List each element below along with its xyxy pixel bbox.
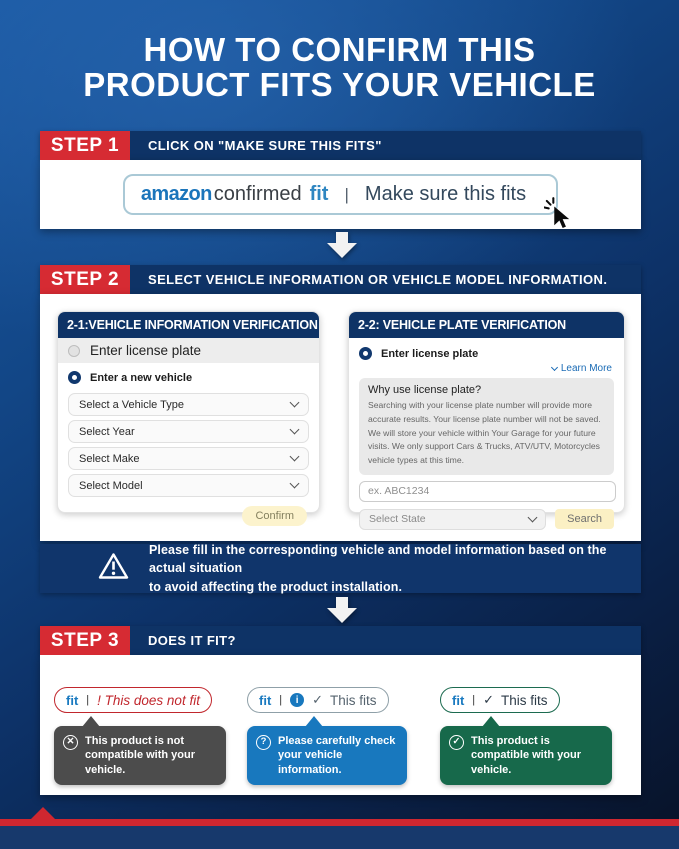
step2-badge: STEP 2 [40,265,130,294]
separator: | [86,694,90,706]
warning-line-2: to avoid affecting the product installation. [149,579,403,594]
outcome-compatible [440,687,627,795]
footer-band [0,826,679,849]
fit-logo: fit [66,692,79,708]
check-icon: ✓ [483,692,495,707]
info-box-body: Searching with your license plate number will provide more accurate results. Your license plate number will not be saved. We will store your vehicle within Your Garage for your future visits. We only support Cars & Trucks, ATV/UTV, Motorcycles vehicle types at this time. [368,400,601,465]
this-fits-status: This fits [501,692,548,708]
this-fits-pill [440,687,560,713]
step2-header-bar [40,265,641,294]
question-circle-icon: ? [256,735,271,750]
license-plate-option-row[interactable] [349,338,624,361]
this-fits-status: This fits [330,692,377,708]
make-sure-this-fits-link[interactable]: Make sure this fits [364,183,527,205]
fit-logo: fit [309,183,329,205]
step2-section [40,265,641,541]
check-circle-icon: ✓ [449,735,464,750]
warning-line-1: Please fill in the corresponding vehicle and model information based on the actual situation [149,543,607,576]
x-circle-icon: ✕ [63,735,78,750]
outcome-does-not-fit [54,687,241,795]
check-info-bubble-text: Please carefully check your vehicle information. [278,735,396,776]
step3-header-bar [40,626,641,655]
make-select[interactable] [68,447,309,470]
separator: | [344,185,349,204]
info-box-title: Why use license plate? [368,384,482,396]
new-vehicle-option-label: Enter a new vehicle [90,371,193,384]
step3-section [40,626,641,795]
chevron-down-icon [290,398,300,408]
step1-section [40,131,641,229]
compatible-bubble-text: This product is compatible with your vehicle. [471,735,582,776]
check-info-pill [247,687,389,713]
warning-text [149,541,641,595]
radio-selected-icon[interactable] [359,347,372,360]
fit-logo: fit [259,692,272,708]
outcome-check-info [247,687,434,795]
amazon-logo: amazon [140,183,212,205]
license-plate-option-label: Enter license plate [90,343,202,358]
search-button[interactable]: Search [555,509,614,529]
vehicle-plate-card [348,311,625,526]
down-arrow-icon [327,597,357,623]
license-plate-info-box [359,378,614,475]
learn-more-label: Learn More [560,363,612,374]
chevron-down-icon [290,479,300,489]
model-select-label: Select Model [79,479,143,492]
license-plate-option-row[interactable] [58,338,319,363]
step2-panel [40,294,641,541]
step1-panel [40,160,641,229]
cursor-pointer-icon [544,197,572,237]
year-select-label: Select Year [79,425,135,438]
check-info-bubble [247,726,407,785]
model-select[interactable] [68,474,309,497]
does-not-fit-bubble-text: This product is not compatible with your vehicle. [85,735,196,776]
does-not-fit-bubble [54,726,226,785]
vehicle-type-select[interactable] [68,393,309,416]
chevron-down-icon [551,364,558,371]
step1-header-bar [40,131,641,160]
does-not-fit-pill [54,687,212,713]
title-line-2: PRODUCT FITS YOUR VEHICLE [83,66,596,103]
vehicle-information-card-header: 2-1:VEHICLE INFORMATION VERIFICATION [58,312,319,338]
separator: | [472,694,476,706]
title-line-1: HOW TO CONFIRM THIS [143,31,536,68]
chevron-down-icon [528,512,538,522]
step1-badge: STEP 1 [40,131,130,160]
check-icon: ✓ [312,692,324,707]
radio-unselected-icon[interactable] [68,345,80,357]
confirm-button[interactable]: Confirm [242,506,307,526]
warning-strip [40,544,641,593]
radio-selected-icon[interactable] [68,371,81,384]
license-plate-option-label: Enter license plate [381,347,479,360]
page-title [0,32,679,102]
make-select-label: Select Make [79,452,140,465]
year-select[interactable] [68,420,309,443]
license-plate-input[interactable] [359,481,616,502]
step3-badge: STEP 3 [40,626,130,655]
separator: | [279,694,283,706]
make-sure-this-fits-widget[interactable] [123,174,558,215]
does-not-fit-status: ! This does not fit [97,692,200,708]
chevron-down-icon [290,425,300,435]
vehicle-type-select-label: Select a Vehicle Type [79,398,184,411]
warning-triangle-icon [98,552,129,585]
compatible-bubble [440,726,612,785]
chevron-down-icon [290,452,300,462]
vehicle-plate-card-header: 2-2: VEHICLE PLATE VERIFICATION [349,312,624,338]
state-select-label: Select State [369,513,426,526]
red-stripe-decoration [0,819,679,826]
info-circle-icon: i [290,693,304,707]
step1-label: CLICK ON "MAKE SURE THIS FITS" [148,138,382,153]
down-arrow-icon [327,232,357,258]
vehicle-information-card [57,311,320,522]
fit-logo: fit [452,692,465,708]
step3-panel [40,655,641,795]
learn-more-link[interactable] [349,361,624,374]
step2-label: SELECT VEHICLE INFORMATION OR VEHICLE MODEL INFORMATION. [148,272,608,287]
new-vehicle-option-row[interactable] [58,363,319,389]
step3-label: DOES IT FIT? [148,633,236,648]
state-select[interactable] [359,509,546,530]
confirmed-text: confirmed [213,183,302,205]
